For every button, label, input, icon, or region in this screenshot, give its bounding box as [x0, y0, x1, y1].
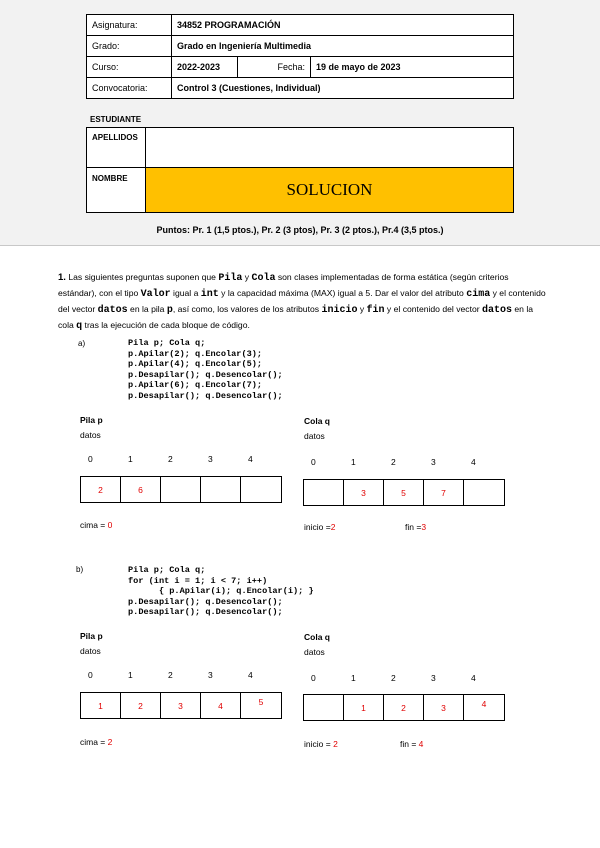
convocatoria-value: Control 3 (Cuestiones, Individual): [172, 78, 514, 99]
part-b-pila-index: 0: [88, 670, 93, 680]
grado-label: Grado:: [87, 36, 172, 57]
part-a-cola-datos-label: datos: [304, 431, 325, 441]
part-b-cima: [80, 737, 112, 747]
header-divider: [0, 245, 600, 246]
grado-row: [87, 36, 514, 57]
apellidos-row: [87, 128, 514, 168]
student-section-title: ESTUDIANTE: [90, 115, 142, 124]
part-a-cola-index: 0: [311, 457, 316, 467]
fin-label: fin =: [405, 522, 422, 532]
array-cell: 2: [81, 477, 121, 502]
question-number: 1.: [58, 272, 66, 283]
fecha-value: 19 de mayo de 2023: [311, 57, 514, 78]
part-b-pila-datos-label: datos: [80, 646, 101, 656]
array-cell: [201, 477, 241, 502]
nombre-row: [87, 168, 514, 213]
inicio-label: inicio =: [304, 522, 331, 532]
part-a-cola-array: [303, 479, 505, 506]
array-cell: [464, 480, 504, 505]
array-cell: [304, 695, 344, 720]
part-a-fin: [405, 522, 426, 532]
array-cell: 3: [161, 693, 201, 718]
q-code-p: p: [166, 305, 173, 316]
part-b-fin: [400, 739, 423, 749]
part-b-cola-index: 3: [431, 673, 436, 683]
cima-value: 0: [107, 520, 113, 530]
cima-label: cima =: [80, 520, 108, 530]
part-a-label: a): [78, 339, 86, 348]
array-cell: [241, 477, 281, 502]
part-b-code: Pila p; Cola q; for (int i = 1; i < 7; i++) { p.Apilar(i); q.Encolar(i); } p.Desapilar(); q.Desencolar(); p.Desapilar(); q.Desencolar();: [128, 565, 314, 617]
q-text-5: y la capacidad máxima (MAX) igual a 5. Dar el valor del atributo: [218, 288, 467, 298]
part-b-pila-array: [80, 692, 282, 719]
array-cell: 2: [384, 695, 424, 720]
q-text-8: , así como, los valores de los atributos: [172, 304, 322, 314]
part-a-pila-title: Pila p: [80, 415, 103, 425]
nombre-label: NOMBRE: [87, 168, 146, 213]
array-cell: 5: [258, 697, 264, 707]
part-b-cola-index: 2: [391, 673, 396, 683]
array-cell: 4: [201, 693, 241, 718]
inicio-value: 2: [330, 522, 336, 532]
part-a-cola-index: 2: [391, 457, 396, 467]
part-b-pila-title: Pila p: [80, 631, 103, 641]
array-cell: 5: [384, 480, 424, 505]
part-a-pila-index: 2: [168, 454, 173, 464]
part-b-cola-datos-label: datos: [304, 647, 325, 657]
question-statement: [58, 270, 548, 334]
part-b-pila-index: 1: [128, 670, 133, 680]
asignatura-row: [87, 15, 514, 36]
q-code-fin: fin: [366, 305, 385, 316]
inicio-label: inicio =: [304, 739, 334, 749]
part-a-pila-index: 3: [208, 454, 213, 464]
exam-info-table: [86, 14, 514, 99]
part-b-label: b): [76, 565, 84, 574]
fin-value: 4: [418, 739, 424, 749]
part-a-cola-index: 3: [431, 457, 436, 467]
q-code-pila: Pila: [218, 273, 243, 284]
points-summary: Puntos: Pr. 1 (1,5 ptos.), Pr. 2 (3 ptos), Pr. 3 (2 ptos.), Pr.4 (3,5 ptos.): [156, 225, 444, 235]
q-code-cola: Cola: [251, 273, 276, 284]
fecha-label: Fecha:: [238, 57, 311, 78]
array-cell: 1: [344, 695, 384, 720]
q-text-12: tras la ejecución de cada bloque de código.: [82, 320, 250, 330]
q-code-inicio: inicio: [321, 305, 358, 316]
nombre-field[interactable]: SOLUCION: [146, 168, 514, 213]
part-a-pila-datos-label: datos: [80, 430, 101, 440]
cima-label: cima =: [80, 737, 108, 747]
part-a-pila-index: 0: [88, 454, 93, 464]
q-code-datos: datos: [97, 305, 128, 316]
q-code-int: int: [200, 289, 219, 300]
array-cell: 6: [121, 477, 161, 502]
curso-label: Curso:: [87, 57, 172, 78]
q-text-11: en la cola: [58, 304, 534, 330]
part-b-pila-index: 4: [248, 670, 253, 680]
curso-value: 2022-2023: [172, 57, 238, 78]
q-text-10: y el contenido del vector: [384, 304, 482, 314]
asignatura-value: 34852 PROGRAMACIÓN: [172, 15, 514, 36]
q-code-valor: Valor: [140, 289, 171, 300]
array-cell: 3: [344, 480, 384, 505]
part-a-cola-index: 1: [351, 457, 356, 467]
q-text-9: y: [357, 304, 367, 314]
array-cell: 2: [121, 693, 161, 718]
fin-value: 3: [421, 522, 427, 532]
curso-row: [87, 57, 514, 78]
part-b-cola-index: 4: [471, 673, 476, 683]
q-text-4: igual a: [170, 288, 201, 298]
fin-label: fin =: [400, 739, 419, 749]
part-b-cola-index: 1: [351, 673, 356, 683]
part-a-pila-index: 4: [248, 454, 253, 464]
q-text-6: y el contenido del vector: [58, 288, 546, 314]
cima-value: 2: [107, 737, 113, 747]
part-a-pila-array: [80, 476, 282, 503]
array-cell: 3: [424, 695, 464, 720]
part-b-inicio: [304, 739, 338, 749]
convocatoria-label: Convocatoria:: [87, 78, 172, 99]
q-text-1: Las siguientes preguntas suponen que: [65, 272, 219, 282]
q-text-2: y: [242, 272, 252, 282]
part-a-pila-index: 1: [128, 454, 133, 464]
part-a-inicio: [304, 522, 335, 532]
part-a-cola-index: 4: [471, 457, 476, 467]
apellidos-field[interactable]: [146, 128, 514, 168]
array-cell: 1: [81, 693, 121, 718]
part-b-cola-array: [303, 694, 505, 721]
asignatura-label: Asignatura:: [87, 15, 172, 36]
q-code-cima: cima: [466, 289, 491, 300]
array-cell: 4: [481, 699, 487, 709]
convocatoria-row: [87, 78, 514, 99]
q-code-q: q: [76, 321, 83, 332]
part-a-code: Pila p; Cola q; p.Apilar(2); q.Encolar(3); p.Apilar(4); q.Encolar(5); p.Desapilar(); q.Desencolar(); p.Apilar(6); q.Encolar(7); p.Desapilar(); q.Desencolar();: [128, 338, 283, 401]
array-cell: [304, 480, 344, 505]
q-text-3: son clases implementadas de forma estática (según criterios estándar), con el tipo: [58, 272, 509, 298]
array-cell: 7: [424, 480, 464, 505]
q-code-datos-2: datos: [482, 305, 513, 316]
inicio-value: 2: [333, 739, 338, 749]
part-b-pila-index: 3: [208, 670, 213, 680]
array-cell: [161, 477, 201, 502]
part-a-cima: [80, 520, 112, 530]
part-b-cola-index: 0: [311, 673, 316, 683]
grado-value: Grado en Ingeniería Multimedia: [172, 36, 514, 57]
q-text-7: en la pila: [127, 304, 167, 314]
student-table: [86, 127, 514, 213]
apellidos-label: APELLIDOS: [87, 128, 146, 168]
part-b-pila-index: 2: [168, 670, 173, 680]
part-b-cola-title: Cola q: [304, 632, 330, 642]
part-a-cola-title: Cola q: [304, 416, 330, 426]
